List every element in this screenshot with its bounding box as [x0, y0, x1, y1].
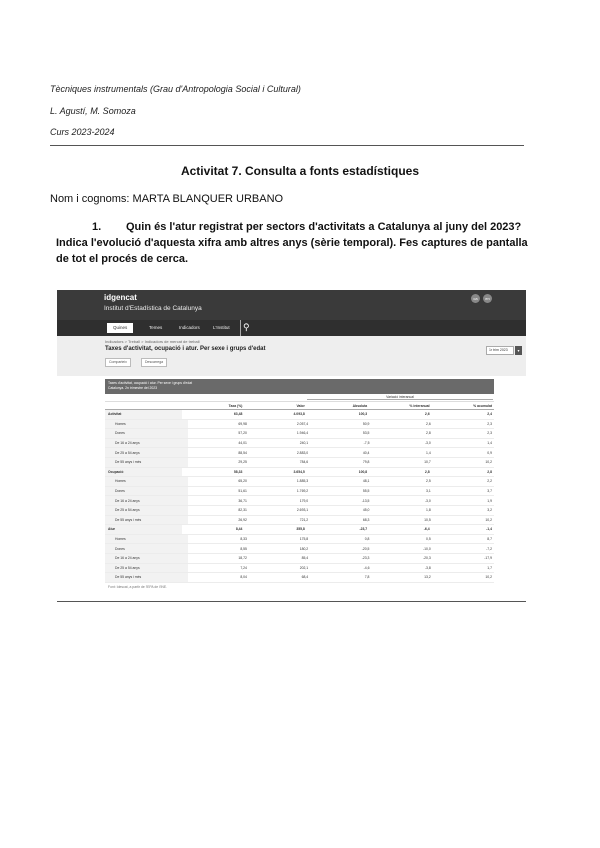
row-label: De 55 anys i més: [105, 573, 188, 582]
table-cell: -13,5: [361, 498, 370, 503]
table-cell: 175,8: [299, 537, 309, 542]
nav-tab-quines[interactable]: Quines: [107, 323, 133, 333]
row-label: Atur: [105, 525, 182, 534]
table-caption-line2: Catalunya. 2n trimestre del 2023: [108, 386, 158, 390]
institute-name: Institut d'Estadística de Catalunya: [104, 305, 202, 312]
table-cell: 1.885,3: [296, 479, 309, 484]
table-cell: 58,33: [233, 469, 243, 474]
table-cell: 10,2: [485, 517, 492, 522]
idescat-screenshot: [57, 290, 526, 602]
student-name: Nom i cognoms: MARTA BLANQUER URBANO: [50, 193, 284, 205]
language-ca-button[interactable]: ca: [471, 294, 480, 303]
table-cell: 26,92: [238, 517, 247, 522]
table-cell: 3.654,5: [293, 469, 305, 474]
row-label: Homes: [105, 420, 188, 429]
header-divider: [50, 145, 524, 146]
table-cell: -7,2: [486, 546, 492, 551]
nav-tab-temes[interactable]: Temes: [149, 325, 163, 330]
table-cell: 2.057,4: [296, 421, 309, 426]
row-label: De 25 a 54 anys: [105, 448, 188, 457]
indicator-title: Taxes d'activitat, ocupació i atur. Per sexe i grups d'edat: [105, 346, 266, 352]
table-cell: 8,55: [240, 546, 247, 551]
table-row: [105, 420, 494, 430]
table-row: [105, 477, 494, 487]
table-cell: -10,0: [422, 546, 431, 551]
row-label: Dones: [105, 487, 188, 496]
table-cell: 2,6: [424, 412, 430, 417]
row-label: Activitat: [105, 410, 182, 419]
table-cell: 2,5: [426, 479, 431, 484]
column-header: % acumulat: [473, 403, 492, 408]
table-cell: 36,71: [238, 498, 247, 503]
table-cell: 18,72: [238, 556, 247, 561]
table-cell: 8,04: [240, 575, 247, 580]
table-row: [105, 429, 494, 439]
table-cell: 45,0: [362, 508, 370, 513]
row-label: De 25 a 54 anys: [105, 564, 188, 573]
table-row: [105, 487, 494, 497]
download-button[interactable]: Descarrega: [141, 358, 167, 367]
table-cell: 79,8: [362, 460, 370, 465]
column-header: Absoluta: [352, 403, 368, 408]
row-label: Homes: [105, 477, 188, 486]
chevron-down-icon[interactable]: ▾: [515, 346, 522, 355]
table-cell: 85,4: [301, 556, 309, 561]
table-cell: -3,0: [424, 498, 431, 503]
super-header-label: Variació interanual: [307, 395, 493, 400]
table-row: [105, 506, 494, 516]
table-cell: -1,4: [486, 527, 492, 532]
table-row: [105, 468, 494, 478]
site-nav: [57, 320, 526, 336]
table-cell: 51,61: [238, 489, 247, 494]
site-header: [57, 290, 526, 320]
table-row: [105, 410, 494, 420]
table-cell: 8,44: [235, 527, 243, 532]
table-cell: 29,25: [238, 460, 247, 465]
table-cell: -7,5: [363, 441, 370, 446]
table-cell: 202,1: [299, 565, 309, 570]
table-cell: 68,3: [362, 517, 370, 522]
table-source: Font: Idescat, a partir de l'EPA de l'INE.: [108, 584, 168, 589]
table-cell: 7,8: [364, 575, 370, 580]
table-cell: 53,5: [362, 431, 370, 436]
table-cell: 40,4: [362, 450, 370, 455]
question-1: [56, 219, 536, 267]
breadcrumb[interactable]: Indicadors > Treball > Indicadors de mercat de treball: [105, 339, 200, 344]
table-row: [105, 544, 494, 554]
row-label: De 55 anys i més: [105, 458, 188, 467]
row-label: De 16 a 24 anys: [105, 554, 188, 563]
table-cell: 1.946,4: [296, 431, 309, 436]
table-cell: 2.883,0: [296, 450, 309, 455]
table-cell: 4.093,8: [293, 412, 305, 417]
table-cell: 2,3: [487, 421, 492, 426]
table-cell: 48,1: [362, 479, 370, 484]
table-cell: 0,9: [487, 450, 492, 455]
table-cell: 0,5: [426, 537, 431, 542]
table-cell: 10,2: [485, 575, 492, 580]
column-header: % interanual: [409, 403, 430, 408]
table-cell: 100,8: [358, 469, 368, 474]
table-cell: 2,8: [487, 469, 492, 474]
table-cell: 721,2: [299, 517, 309, 522]
table-cell: -20,3: [422, 556, 431, 561]
question-text: Quin és l'atur registrat per sectors d'activitats a Catalunya al juny del 2023? Indica l'evolució d'aquesta xifra amb altres anys (sèrie temporal). Fes captures de pantalla de tot el procés de cerca.: [56, 221, 528, 265]
table-cell: 2,3: [487, 431, 492, 436]
table-cell: 7,24: [240, 565, 247, 570]
table-cell: 82,31: [238, 508, 247, 513]
table-cell: 784,6: [299, 460, 309, 465]
page-title: Activitat 7. Consulta a fonts estadístiques: [180, 164, 420, 178]
table-row: [105, 458, 494, 468]
table-cell: 3,7: [487, 489, 492, 494]
screenshot-bottom-line: [57, 601, 526, 602]
table-cell: 2.693,1: [296, 508, 309, 513]
table-cell: -4,6: [363, 565, 370, 570]
table-column-headers: [105, 402, 494, 410]
column-header: Valor: [296, 403, 305, 408]
authors: L. Agustí, M. Somoza: [50, 106, 136, 116]
question-number: 1.: [92, 221, 102, 233]
table-cell: 2,6: [426, 421, 431, 426]
course-name: Tècniques instrumentals (Grau d'Antropologia Social i Cultural): [50, 84, 301, 94]
table-cell: 1,9: [487, 498, 492, 503]
table-cell: 57,20: [238, 431, 247, 436]
table-row: [105, 564, 494, 574]
row-label: Ocupació: [105, 468, 182, 477]
nav-tab-indicadors[interactable]: Indicadors: [179, 325, 200, 330]
table-cell: 10,5: [424, 517, 431, 522]
table-cell: 63,48: [233, 412, 243, 417]
row-label: Dones: [105, 429, 188, 438]
table-cell: -20,5: [361, 546, 370, 551]
table-cell: 8,7: [487, 537, 492, 542]
table-cell: 1,7: [487, 565, 492, 570]
table-cell: 0,8: [364, 537, 370, 542]
table-cell: 13,2: [424, 575, 431, 580]
table-row: [105, 573, 494, 583]
period-select[interactable]: 1r trim 2023: [486, 346, 514, 355]
table-cell: 1,8: [426, 508, 431, 513]
table-cell: 179,0: [299, 498, 309, 503]
row-label: Homes: [105, 535, 188, 544]
table-body: [105, 410, 494, 583]
table-cell: 10,2: [485, 460, 492, 465]
table-cell: 10,7: [424, 460, 431, 465]
table-cell: 69,98: [238, 421, 247, 426]
table-row: [105, 496, 494, 506]
nav-tab-institut[interactable]: L'Institut: [213, 325, 230, 330]
table-cell: 2,8: [424, 469, 430, 474]
table-cell: 88,54: [238, 450, 247, 455]
table-cell: 355,8: [296, 527, 305, 532]
table-row: [105, 448, 494, 458]
academic-year: Curs 2023-2024: [50, 127, 115, 137]
table-row: [105, 554, 494, 564]
row-label: De 16 a 24 anys: [105, 496, 188, 505]
table-row: [105, 535, 494, 545]
data-table: [105, 379, 494, 591]
table-row: [105, 525, 494, 535]
table-cell: -23,3: [361, 556, 370, 561]
table-cell: 55,5: [362, 489, 370, 494]
row-label: De 16 a 24 anys: [105, 439, 188, 448]
table-cell: 8,33: [240, 537, 247, 542]
table-cell: 100,3: [358, 412, 368, 417]
language-en-button[interactable]: en: [483, 294, 492, 303]
table-cell: 2,4: [487, 412, 492, 417]
table-cell: 240,1: [299, 441, 309, 446]
table-cell: 2,2: [487, 479, 492, 484]
table-cell: -3,0: [424, 441, 431, 446]
table-row: [105, 516, 494, 526]
search-icon[interactable]: ⚲: [243, 322, 250, 332]
table-cell: 50,9: [362, 421, 370, 426]
table-cell: 3,2: [487, 508, 492, 513]
row-label: De 25 a 54 anys: [105, 506, 188, 515]
table-cell: 1.769,2: [296, 489, 309, 494]
table-cell: -6,4: [423, 527, 430, 532]
row-label: De 55 anys i més: [105, 516, 188, 525]
table-cell: 180,2: [299, 546, 309, 551]
table-caption-line1: Taxes d'activitat, ocupació i atur. Per sexe i grups d'edat: [108, 381, 193, 385]
table-cell: 68,4: [301, 575, 309, 580]
table-cell: 1,4: [426, 450, 431, 455]
table-row: [105, 439, 494, 449]
table-cell: 1,4: [487, 441, 492, 446]
table-cell: 44,01: [238, 441, 247, 446]
table-cell: 3,1: [426, 489, 431, 494]
nav-separator: [240, 320, 241, 336]
table-caption: [105, 379, 494, 394]
table-cell: -3,8: [424, 565, 431, 570]
column-header: Taxa (%): [228, 403, 243, 408]
table-super-header: [105, 394, 494, 402]
gencat-logo[interactable]: idgencat: [104, 293, 137, 302]
indicator-header: [57, 336, 526, 376]
table-cell: 2,8: [426, 431, 431, 436]
table-cell: -17,9: [484, 556, 492, 561]
row-label: Dones: [105, 544, 188, 553]
table-cell: 65,20: [238, 479, 247, 484]
share-button[interactable]: Comparteix: [105, 358, 131, 367]
table-cell: -23,7: [359, 527, 368, 532]
